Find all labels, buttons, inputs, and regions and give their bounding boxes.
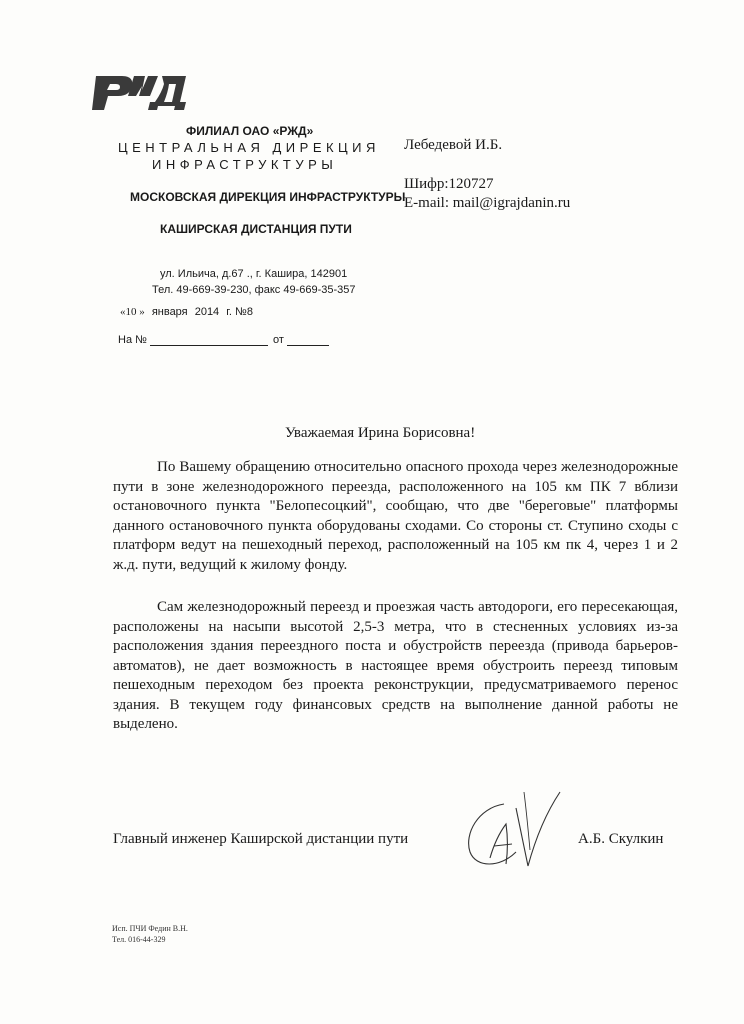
- dept-line-1: ЦЕНТРАЛЬНАЯ ДИРЕКЦИЯ: [118, 140, 380, 155]
- signature-icon: [460, 788, 580, 878]
- recipient-cipher: Шифр:120727: [404, 176, 494, 192]
- ref-ot-label: от: [273, 334, 284, 346]
- doc-number: 8: [246, 306, 253, 318]
- body-paragraph-2: Сам железнодорожный переезд и проезжая часть автодороги, его пересекающая, расположены на насыпи высотой 2,5-3 метра, что в стесненных условиях из-за расположения здания переездного поста и обустройств переезда (привода барьеров-автоматов), не дает возможность в настоящее время обустроить переезд типовым пешеходным переходом без проекта реконструкции, предусматриваемого перенос здания. В текущем году финансовых средств на выполнение данной работы не выделено.: [113, 599, 678, 732]
- recipient-name: Лебедевой И.Б.: [404, 137, 503, 153]
- executor-phone: Тел. 016-44-329: [112, 935, 166, 944]
- doc-number-prefix: г. №: [226, 306, 247, 318]
- signatory-position: Главный инженер Каширской дистанции пути: [113, 831, 409, 847]
- reference-line: [118, 334, 329, 346]
- salutation: Уважаемая Ирина Борисовна!: [285, 425, 476, 441]
- dept-line-2: ИНФРАСТРУКТУРЫ: [152, 157, 338, 172]
- date-line: [120, 306, 253, 318]
- rzd-logo-icon: [88, 62, 188, 114]
- rzd-logo: [88, 62, 188, 114]
- org-line: ФИЛИАЛ ОАО «РЖД»: [186, 124, 314, 138]
- kashira-distance: КАШИРСКАЯ ДИСТАНЦИЯ ПУТИ: [160, 222, 352, 236]
- moscow-directorate: МОСКОВСКАЯ ДИРЕКЦИЯ ИНФРАСТРУКТУРЫ: [130, 190, 406, 204]
- date-year: 2014: [194, 306, 220, 318]
- signatory-name: А.Б. Скулкин: [578, 831, 664, 847]
- ref-date-blank: [287, 335, 329, 346]
- phone-fax: Тел. 49-669-39-230, факс 49-669-35-357: [152, 284, 356, 296]
- ref-number-blank: [150, 335, 268, 346]
- handwritten-signature: [460, 788, 580, 878]
- executor: Исп. ПЧИ Федин В.Н.: [112, 924, 188, 933]
- date-day: «10 »: [120, 306, 145, 318]
- date-month: января: [151, 306, 188, 318]
- ref-na-label: На №: [118, 334, 147, 346]
- recipient-email: E-mail: mail@igrajdanin.ru: [404, 195, 571, 211]
- address: ул. Ильича, д.67 ., г. Кашира, 142901: [160, 268, 348, 280]
- body-paragraph-1: По Вашему обращению относительно опасного прохода через железнодорожные пути в зоне железнодорожного переезда, расположенного на 105 км ПК 7 вблизи остановочного пункта "Белопесоцкий", сообщаю, что две "береговые" платформы данного остановочного пункта оборудованы сходами. Со стороны ст. Ступино сходы с платформ ведут на пешеходный переход, расположенный на 105 км пк 4, через 1 и 2 ж.д. пути, ведущий к жилому фонду.: [113, 459, 678, 573]
